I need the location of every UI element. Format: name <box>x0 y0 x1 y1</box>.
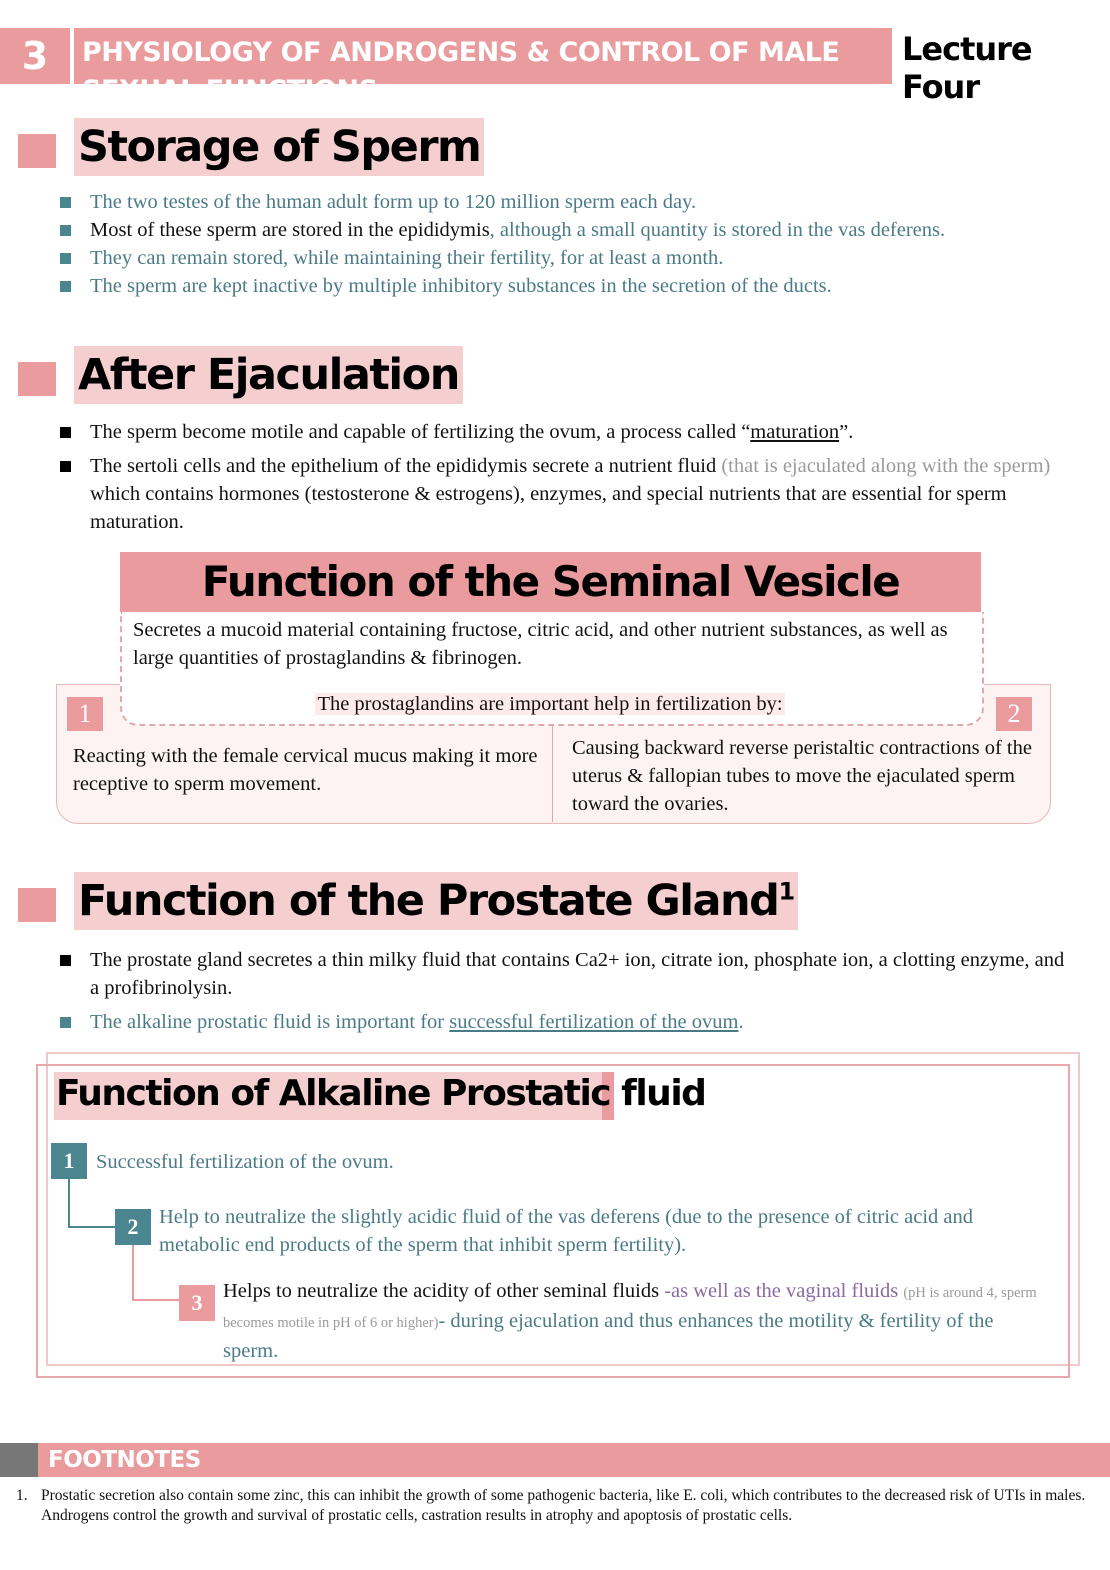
list-item: The alkaline prostatic fluid is important for successful fertilization of the ovum. <box>60 1008 1070 1036</box>
lecture-label: Lecture Four <box>902 30 1032 106</box>
header-banner <box>74 28 892 106</box>
after-list <box>60 418 1070 536</box>
list-item: The sertoli cells and the epithelium of the epididymis secrete a nutrient fluid (that is ejaculated along with the sperm) which contains hormones (testosterone & estrogens), enzymes, and special nutrients that are essential for sperm maturation. <box>60 452 1070 536</box>
alkaline-title: Function of Alkaline Prostatic fluid <box>56 1073 706 1114</box>
footnote-item: 1. Prostatic secretion also contain some zinc, this can inhibit the growth of some pathogenic bacteria, like E. coli, which contributes to the decreased risk of UTIs in males. Androgens control the growth and survival of prostatic cells, castration results in atrophy and apoptosis of prostatic cells. <box>16 1487 1086 1524</box>
section-title-prostate: Function of the Prostate Gland$^1$ <box>74 872 798 930</box>
list-item: The sperm become motile and capable of fertilizing the ovum, a process called “maturation”. <box>60 418 1070 446</box>
number-badge-1: 1 <box>67 697 103 731</box>
list-item: They can remain stored, while maintaining their fertility, for at least a month. <box>60 244 1080 272</box>
prostaglandin-effect-2: Causing backward reverse peristaltic contractions of the uterus & fallopian tubes to move the ejaculated sperm toward the ovaries. <box>572 737 1032 815</box>
step-text-3: Helps to neutralize the acidity of other seminal fluids -as well as the vaginal fluids (pH is around 4, sperm becomes motile in pH of 6 or higher)- during ejaculation and thus enhances the motility & fertility of the sperm. <box>223 1280 1037 1362</box>
footnotes-marker <box>0 1443 38 1477</box>
list-item: The prostate gland secretes a thin milky fluid that contains Ca2+ ion, citrate ion, phosphate ion, a clotting enzyme, and a profibrinolysin. <box>60 946 1070 1002</box>
storage-list <box>60 188 1080 300</box>
chapter-number: 3 <box>0 28 70 84</box>
seminal-vesicle-text: Secretes a mucoid material containing fructose, citric acid, and other nutrient substances, as well as large quantities of prostaglandins & fibrinogen. <box>133 619 948 669</box>
section-title-after-ejaculation: After Ejaculation <box>74 346 463 404</box>
list-item: Most of these sperm are stored in the epididymis, although a small quantity is stored in the vas deferens. <box>60 216 1080 244</box>
step-badge-3: 3 <box>179 1285 215 1321</box>
list-item: The sperm are kept inactive by multiple inhibitory substances in the secretion of the ducts. <box>60 272 1080 300</box>
step-badge-1: 1 <box>51 1143 87 1179</box>
connector-line <box>132 1299 180 1301</box>
footnote-marker: 1 <box>778 877 794 906</box>
footnotes-title: FOOTNOTES <box>48 1447 201 1473</box>
prostaglandin-effect-1: Reacting with the female cervical mucus making it more receptive to sperm movement. <box>73 745 538 795</box>
section-title-storage: Storage of Sperm <box>74 118 484 176</box>
step-badge-2: 2 <box>115 1209 151 1245</box>
list-item: The two testes of the human adult form up to 120 million sperm each day. <box>60 188 1080 216</box>
step-text-1: Successful fertilization of the ovum. <box>96 1151 394 1173</box>
prostate-list <box>60 946 1070 1036</box>
seminal-vesicle-title: Function of the Seminal Vesicle <box>120 552 981 612</box>
connector-line <box>68 1226 116 1228</box>
section-marker <box>18 362 56 396</box>
number-badge-2: 2 <box>996 697 1032 731</box>
section-marker <box>18 888 56 922</box>
link-fertilization: successful fertilization of the ovum <box>449 1011 739 1033</box>
prostaglandin-lead: The prostaglandins are important help in fertilization by: <box>317 693 783 715</box>
header-title: PHYSIOLOGY OF ANDROGENS & CONTROL OF MALE SEXUAL FUNCTIONS <box>82 37 840 106</box>
connector-line <box>132 1243 134 1301</box>
section-marker <box>18 134 56 168</box>
column-divider <box>552 726 553 822</box>
term-maturation: maturation <box>750 421 840 443</box>
connector-line <box>68 1178 70 1228</box>
step-text-2: Help to neutralize the slightly acidic fluid of the vas deferens (due to the presence of citric acid and metabolic end products of the sperm that inhibit sperm fertility). <box>159 1206 973 1256</box>
